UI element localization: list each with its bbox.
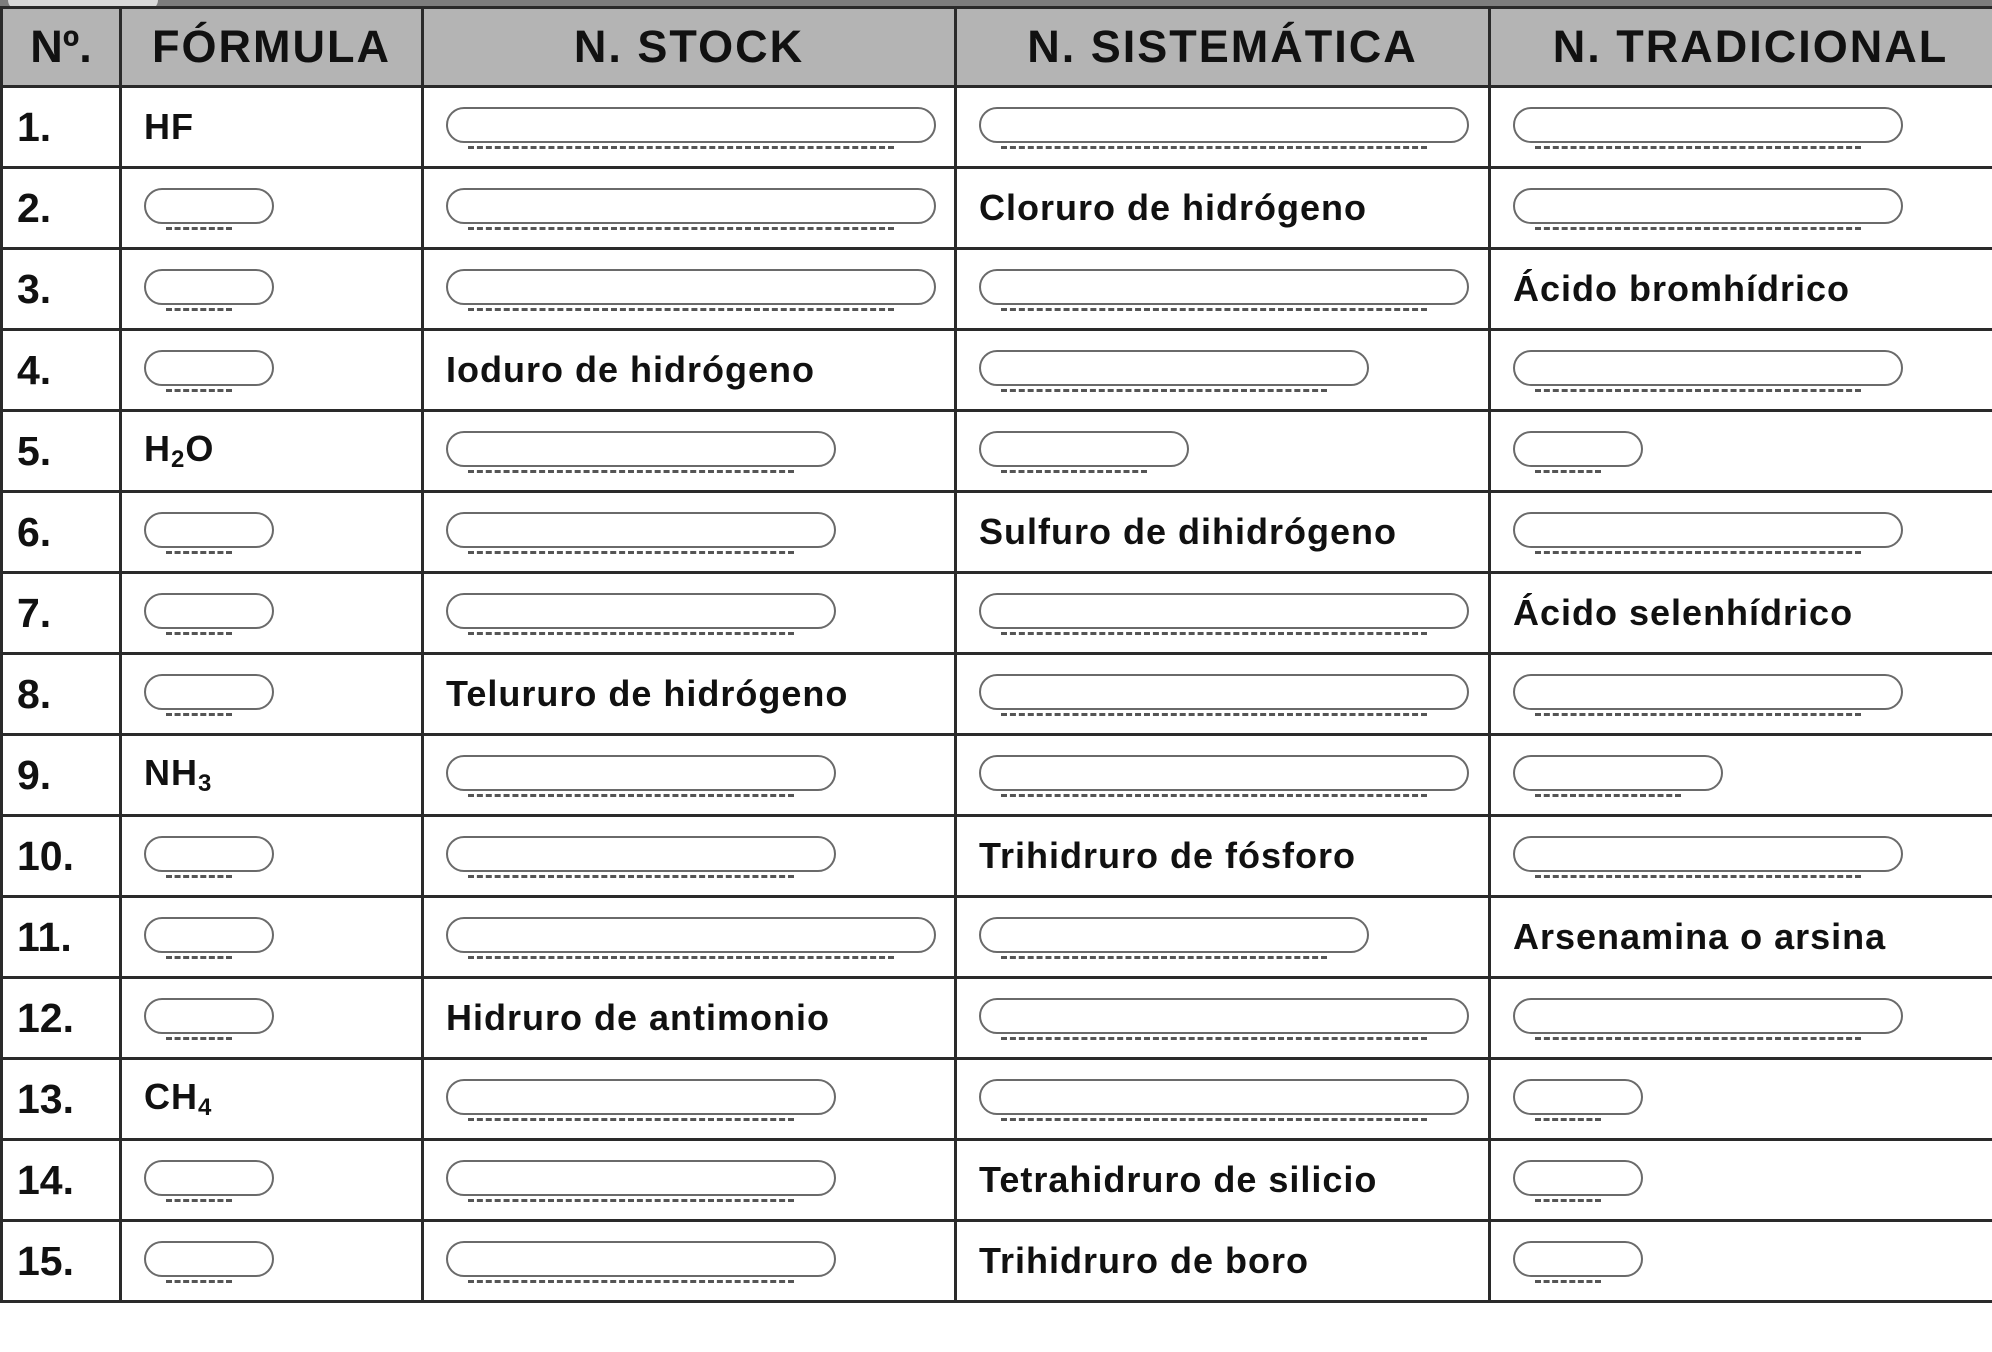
- formula-cell: [121, 168, 423, 249]
- stock-name-cell: [423, 978, 956, 1059]
- compound-name: Ácido selenhídrico: [1513, 592, 1854, 633]
- table-row: [2, 735, 1992, 816]
- compound-name: Trihidruro de boro: [979, 1240, 1309, 1281]
- traditional-name-cell: [1490, 1140, 1992, 1221]
- obscured-answer: [1513, 1241, 1643, 1277]
- obscured-answer: [144, 674, 274, 710]
- compound-name: Telururo de hidrógeno: [446, 673, 849, 714]
- formula-cell: [121, 897, 423, 978]
- obscured-answer: [446, 1160, 836, 1196]
- formula-base: NH: [144, 752, 198, 793]
- stock-name-cell: [423, 168, 956, 249]
- row-number: 6.: [2, 492, 121, 573]
- systematic-name-cell: [956, 1140, 1490, 1221]
- formula-base: HF: [144, 106, 194, 147]
- systematic-name-cell: [956, 249, 1490, 330]
- stock-name-cell: [423, 492, 956, 573]
- systematic-name-cell: [956, 330, 1490, 411]
- header-systematic-name: N. SISTEMÁTICA: [956, 8, 1490, 87]
- stock-name-cell: [423, 573, 956, 654]
- compound-name: Hidruro de antimonio: [446, 997, 830, 1038]
- systematic-name-cell: [956, 411, 1490, 492]
- obscured-answer: [144, 350, 274, 386]
- row-number: 9.: [2, 735, 121, 816]
- obscured-answer: [979, 1079, 1469, 1115]
- row-number: 1.: [2, 87, 121, 168]
- stock-name-cell: [423, 330, 956, 411]
- formula-subscript: 2: [171, 446, 186, 473]
- obscured-answer: [446, 836, 836, 872]
- stock-name-cell: [423, 249, 956, 330]
- row-number: 11.: [2, 897, 121, 978]
- obscured-answer: [979, 917, 1369, 953]
- table-row: [2, 816, 1992, 897]
- stock-name-cell: [423, 1059, 956, 1140]
- obscured-answer: [144, 269, 274, 305]
- obscured-answer: [1513, 1079, 1643, 1115]
- systematic-name-cell: [956, 87, 1490, 168]
- traditional-name-cell: [1490, 816, 1992, 897]
- table-row: [2, 573, 1992, 654]
- compound-name: Cloruro de hidrógeno: [979, 187, 1367, 228]
- systematic-name-cell: [956, 573, 1490, 654]
- formula-cell: [121, 573, 423, 654]
- table-row: [2, 168, 1992, 249]
- traditional-name-cell: [1490, 654, 1992, 735]
- obscured-answer: [446, 593, 836, 629]
- header-row: [2, 8, 1992, 87]
- formula-subscript: 3: [198, 770, 213, 797]
- compound-name: Tetrahidruro de silicio: [979, 1159, 1378, 1200]
- obscured-answer: [446, 755, 836, 791]
- table-row: [2, 1059, 1992, 1140]
- obscured-answer: [1513, 431, 1643, 467]
- stock-name-cell: [423, 816, 956, 897]
- traditional-name-cell: [1490, 492, 1992, 573]
- stock-name-cell: [423, 87, 956, 168]
- header-number: Nº.: [2, 8, 121, 87]
- table-body: [2, 87, 1992, 1302]
- formula-cell: [121, 735, 423, 816]
- row-number: 3.: [2, 249, 121, 330]
- stock-name-cell: [423, 411, 956, 492]
- stock-name-cell: [423, 1221, 956, 1302]
- obscured-answer: [446, 107, 936, 143]
- obscured-answer: [446, 1241, 836, 1277]
- row-number: 15.: [2, 1221, 121, 1302]
- systematic-name-cell: [956, 654, 1490, 735]
- systematic-name-cell: [956, 978, 1490, 1059]
- table-row: [2, 87, 1992, 168]
- traditional-name-cell: [1490, 249, 1992, 330]
- row-number: 12.: [2, 978, 121, 1059]
- obscured-answer: [446, 917, 936, 953]
- obscured-answer: [979, 755, 1469, 791]
- obscured-answer: [446, 431, 836, 467]
- obscured-answer: [1513, 512, 1903, 548]
- row-number: 10.: [2, 816, 121, 897]
- obscured-answer: [1513, 674, 1903, 710]
- stock-name-cell: [423, 1140, 956, 1221]
- formula-cell: [121, 654, 423, 735]
- compound-name: Arsenamina o arsina: [1513, 916, 1887, 957]
- row-number: 2.: [2, 168, 121, 249]
- stock-name-cell: [423, 735, 956, 816]
- formula-cell: [121, 1059, 423, 1140]
- obscured-answer: [144, 593, 274, 629]
- row-number: 13.: [2, 1059, 121, 1140]
- traditional-name-cell: [1490, 573, 1992, 654]
- nomenclature-table: [0, 6, 1992, 1303]
- formula-cell: [121, 816, 423, 897]
- systematic-name-cell: [956, 1059, 1490, 1140]
- formula-cell: [121, 249, 423, 330]
- formula-subscript: 4: [198, 1094, 213, 1121]
- obscured-answer: [979, 593, 1469, 629]
- traditional-name-cell: [1490, 735, 1992, 816]
- formula-cell: [121, 87, 423, 168]
- table-row: [2, 897, 1992, 978]
- formula-base: H: [144, 428, 171, 469]
- traditional-name-cell: [1490, 330, 1992, 411]
- obscured-answer: [979, 431, 1189, 467]
- systematic-name-cell: [956, 816, 1490, 897]
- traditional-name-cell: [1490, 897, 1992, 978]
- formula-base: CH: [144, 1076, 198, 1117]
- compound-name: Ioduro de hidrógeno: [446, 349, 815, 390]
- obscured-answer: [1513, 1160, 1643, 1196]
- traditional-name-cell: [1490, 411, 1992, 492]
- compound-name: Ácido bromhídrico: [1513, 268, 1851, 309]
- table-row: [2, 1221, 1992, 1302]
- systematic-name-cell: [956, 735, 1490, 816]
- row-number: 14.: [2, 1140, 121, 1221]
- obscured-answer: [446, 1079, 836, 1115]
- systematic-name-cell: [956, 492, 1490, 573]
- row-number: 4.: [2, 330, 121, 411]
- row-number: 7.: [2, 573, 121, 654]
- obscured-answer: [979, 674, 1469, 710]
- table-row: [2, 978, 1992, 1059]
- header-formula: FÓRMULA: [121, 8, 423, 87]
- table-row: [2, 249, 1992, 330]
- formula-cell: [121, 978, 423, 1059]
- traditional-name-cell: [1490, 978, 1992, 1059]
- table-row: [2, 1140, 1992, 1221]
- formula-suffix: O: [185, 428, 215, 469]
- obscured-answer: [1513, 998, 1903, 1034]
- obscured-answer: [446, 512, 836, 548]
- obscured-answer: [144, 917, 274, 953]
- formula-cell: [121, 1140, 423, 1221]
- obscured-answer: [144, 188, 274, 224]
- compound-name: Sulfuro de dihidrógeno: [979, 511, 1397, 552]
- table-row: [2, 492, 1992, 573]
- traditional-name-cell: [1490, 1221, 1992, 1302]
- formula-cell: [121, 411, 423, 492]
- obscured-answer: [144, 836, 274, 872]
- systematic-name-cell: [956, 168, 1490, 249]
- table-row: [2, 330, 1992, 411]
- formula-cell: [121, 492, 423, 573]
- stock-name-cell: [423, 897, 956, 978]
- formula-cell: [121, 1221, 423, 1302]
- table-row: [2, 411, 1992, 492]
- compound-name: Trihidruro de fósforo: [979, 835, 1356, 876]
- formula-cell: [121, 330, 423, 411]
- systematic-name-cell: [956, 897, 1490, 978]
- traditional-name-cell: [1490, 1059, 1992, 1140]
- row-number: 8.: [2, 654, 121, 735]
- obscured-answer: [979, 269, 1469, 305]
- obscured-answer: [1513, 755, 1723, 791]
- obscured-answer: [1513, 836, 1903, 872]
- obscured-answer: [144, 998, 274, 1034]
- header-stock-name: N. STOCK: [423, 8, 956, 87]
- obscured-answer: [1513, 107, 1903, 143]
- obscured-answer: [1513, 350, 1903, 386]
- obscured-answer: [979, 350, 1369, 386]
- stock-name-cell: [423, 654, 956, 735]
- systematic-name-cell: [956, 1221, 1490, 1302]
- obscured-answer: [144, 1160, 274, 1196]
- traditional-name-cell: [1490, 168, 1992, 249]
- obscured-answer: [446, 188, 936, 224]
- traditional-name-cell: [1490, 87, 1992, 168]
- row-number: 5.: [2, 411, 121, 492]
- obscured-answer: [446, 269, 936, 305]
- obscured-answer: [979, 107, 1469, 143]
- obscured-answer: [144, 1241, 274, 1277]
- obscured-answer: [144, 512, 274, 548]
- obscured-answer: [979, 998, 1469, 1034]
- header-traditional-name: N. TRADICIONAL: [1490, 8, 1992, 87]
- obscured-answer: [1513, 188, 1903, 224]
- table-row: [2, 654, 1992, 735]
